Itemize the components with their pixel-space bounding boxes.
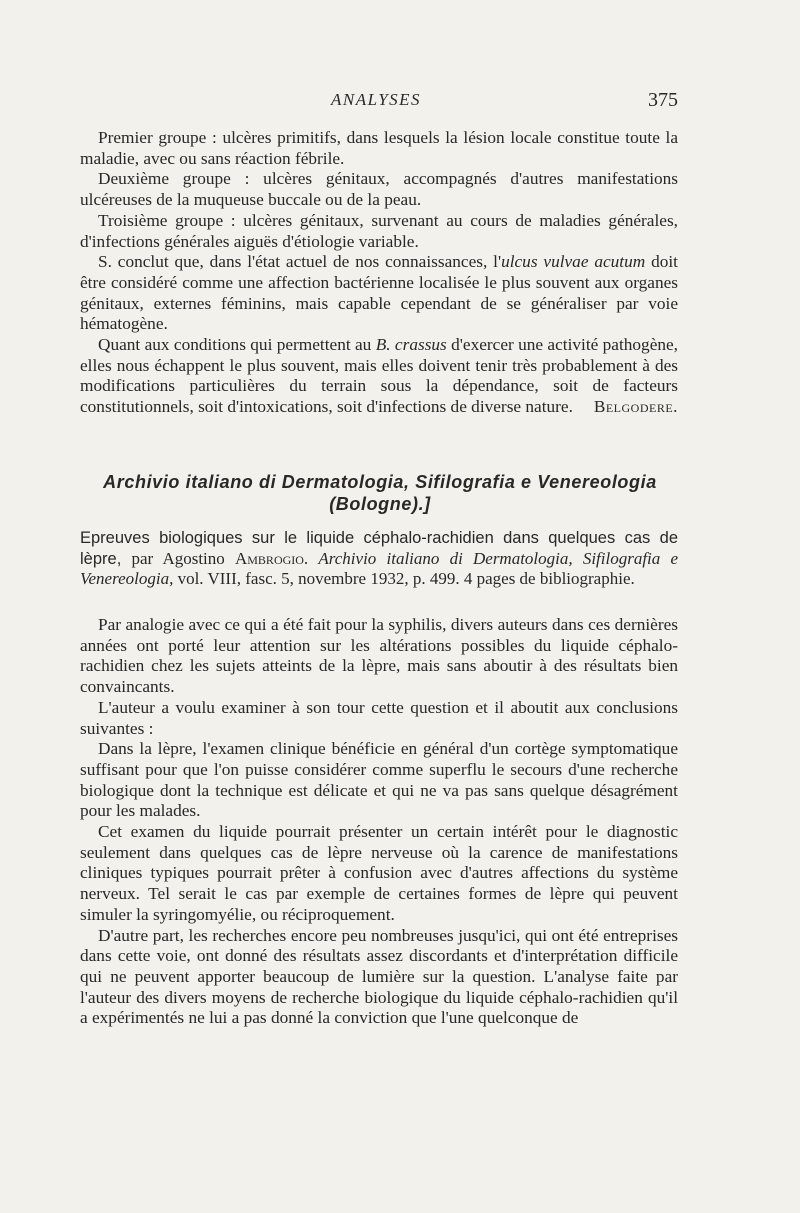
paragraph: Dans la lèpre, l'examen clinique bénéficie en général d'un cortège symptomatique suffisant pour que l'on puisse considérer comme superflu le secours d'une recherche biologique dont la technique est délicate et qui ne va pas sans quelque désagrément pour les malades. [80,739,678,821]
paragraph [80,335,678,418]
paragraph: D'autre part, les recherches encore peu nombreuses jusqu'ici, qui ont été entreprises dans cette voie, ont donné des résultats assez discordants et d'interprétation difficile qui ne peuvent apporter beaucoup de lumière sur la question. L'analyse faite par l'auteur des divers moyens de recherche biologique du liquide céphalo-rachidien qu'il a expérimentés ne lui a pas donné la conviction que l'une quelconque de [80,925,678,1028]
text-run: S. conclut que, dans l'état actuel de nos connaissances, l' [98,252,502,272]
journal-heading-line: (Bologne).] [329,494,431,514]
text-run: doit être considéré comme une affection bactérienne localisée le plus souvent aux organes génitaux, externes féminins, mais capable cependant de se généraliser par voie hématogène. [80,252,678,334]
citation-details: vol. VIII, fasc. 5, novembre 1932, p. 499. 4 pages de bibliographie. [173,569,635,588]
running-header: ANALYSES [330,90,422,109]
article-body [80,615,678,1029]
italic-term: ulcus vulvae acutum [501,252,646,272]
paragraph: Deuxième groupe : ulcères génitaux, accompagnés d'autres manifestations ulcéreuses de la muqueuse buccale ou de la peau. [80,169,678,210]
article-title: Epreuves biologiques sur le liquide céphalo-rachidien dans quelques cas de lèpre, [80,529,678,568]
journal-heading [76,471,684,515]
paragraph: Cet examen du liquide pourrait présenter un certain intérêt pour le diagnostic seulement dans quelques cas de lèpre nerveuse où la carence de manifestations cliniques typiques pourrait prêter à confusion avec d'autres affections du système nerveux. Tel serait le cas par exemple de certaines formes de lèpre qui peuvent simuler la syringomyélie, ou réciproquement. [80,822,678,924]
paragraph: Premier groupe : ulcères primitifs, dans lesquels la lésion locale constitue toute la maladie, avec ou sans réaction fébrile. [80,128,678,168]
author-signature: Belgodere. [593,397,678,417]
paragraph: L'auteur a voulu examiner à son tour cette question et il aboutit aux conclusions suivantes : [80,697,678,738]
citation-by: par Agostino [121,548,235,568]
text-run: d'exercer une activité pathogène, elles nous échappent le plus souvent, mais elles doivent tenir très probablement à des modifications particulières du terrain sous la dépendance, soit de facteurs constitutionnels, soit d'intoxications, soit d'infections de diverse nature. [80,335,678,417]
paragraph [80,252,678,335]
paragraph: Par analogie avec ce qui a été fait pour la syphilis, divers auteurs dans ces dernières années ont porté leur attention sur les altérations possibles du liquide céphalo-rachidien chez les sujets atteints de la lèpre, mais sans aboutir à des résultats bien convaincants. [80,615,678,697]
italic-term: B. crassus [375,335,447,355]
text-run: Quant aux conditions qui permettent au [98,335,376,355]
article-author: Ambrogio. [234,548,309,568]
journal-heading-line: Archivio italiano di Dermatologia, Sifilografia e Venereologia [103,472,657,492]
paragraph: Troisième groupe : ulcères génitaux, survenant au cours de maladies générales, d'infections générales aiguës d'étiologie variable. [80,210,678,251]
citation-journal: Archivio italiano di Dermatologia, Sifilografia e Venereologia, [80,548,679,588]
page-number: 375 [648,89,678,111]
article-citation [80,528,678,590]
section-previous-analysis [80,128,678,418]
